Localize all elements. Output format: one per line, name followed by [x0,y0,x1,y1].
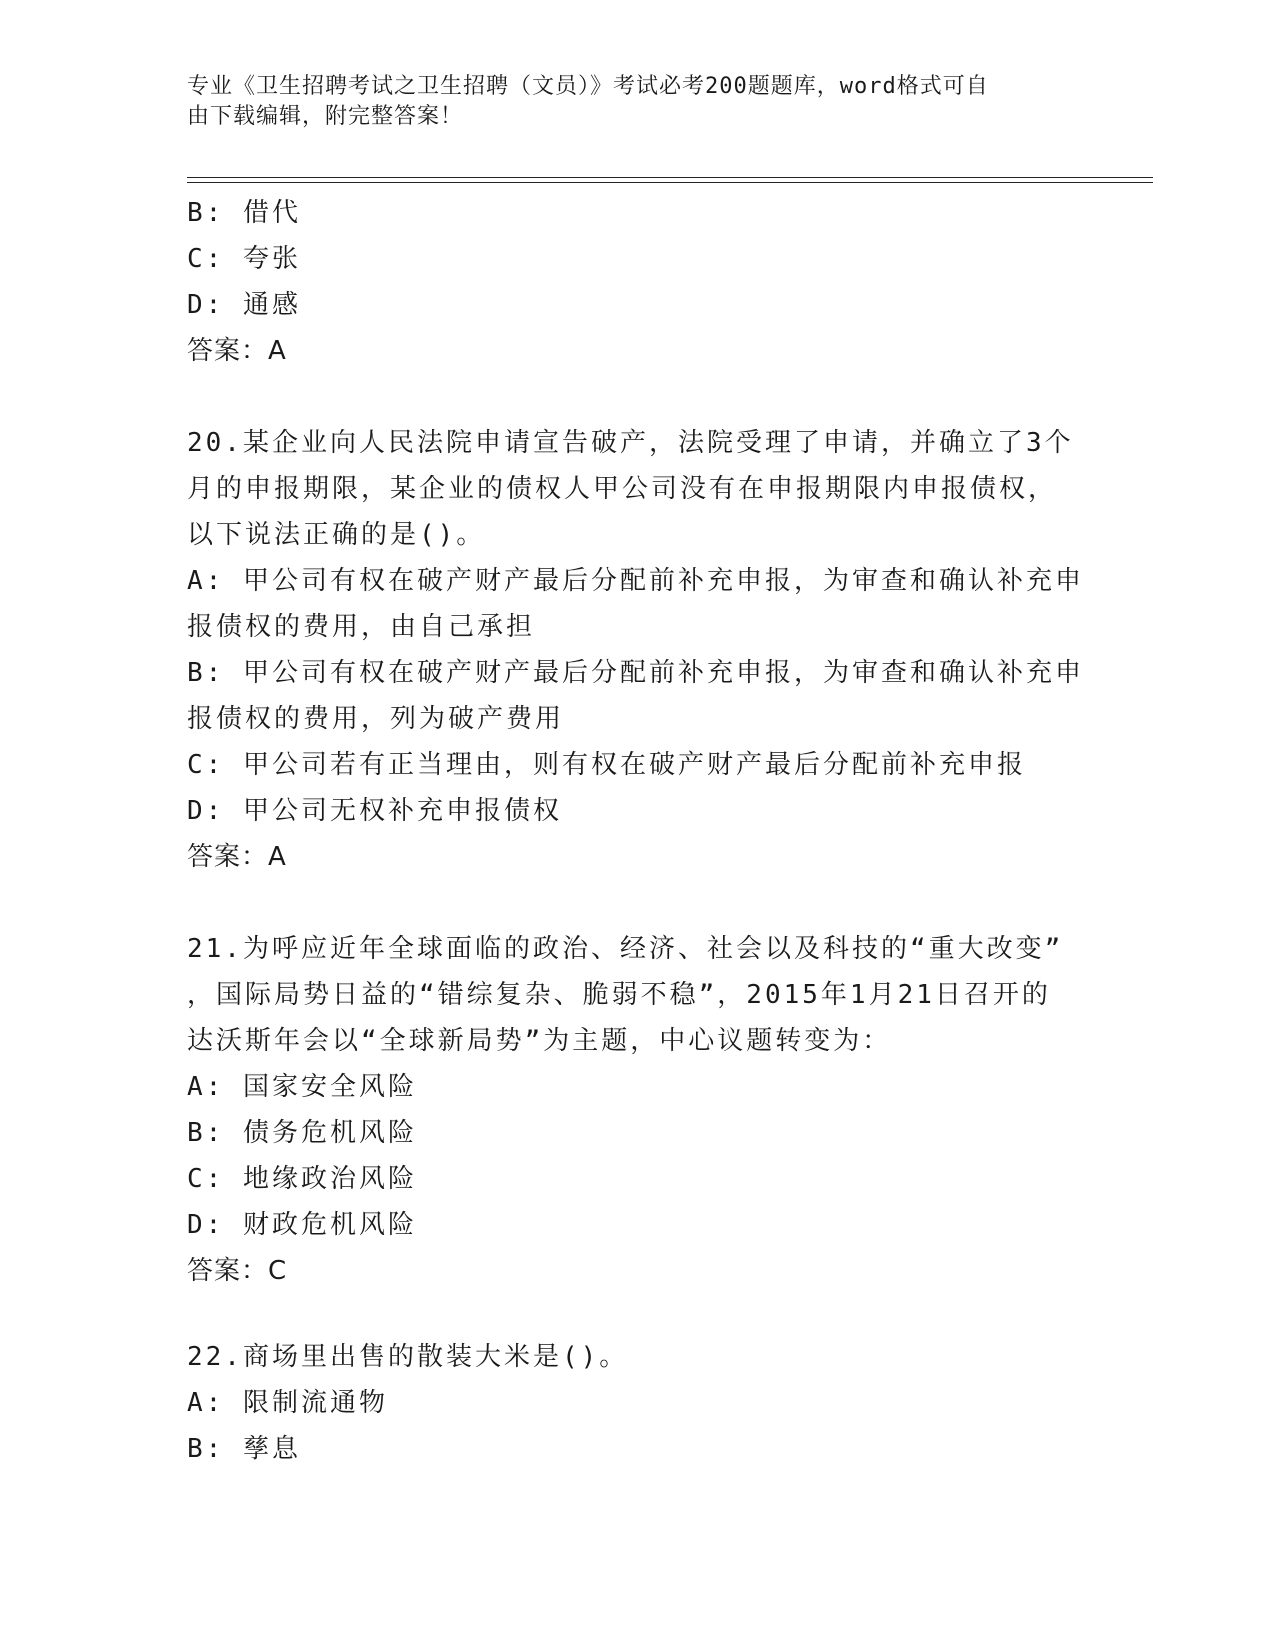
header-line-1: 专业《卫生招聘考试之卫生招聘（文员）》考试必考200题题库，word格式可自 [187,74,989,99]
option-c: C: 夸张 [187,244,301,274]
answer: 答案：C [187,1256,288,1286]
option-a: A: 甲公司有权在破产财产最后分配前补充申报，为审查和确认补充申 [187,566,1084,596]
option-b: B: 孳息 [187,1434,301,1464]
question-21 [187,926,1087,1294]
option-b-cont: 报债权的费用，列为破产费用 [187,704,565,734]
spacer [187,374,1087,420]
option-c: C: 地缘政治风险 [187,1164,417,1194]
document-header [187,72,1067,132]
question-stem: 以下说法正确的是()。 [187,520,486,550]
question-19 [187,190,1087,374]
option-a: A: 限制流通物 [187,1388,388,1418]
option-a-cont: 报债权的费用，由自己承担 [187,612,536,642]
option-b: B: 债务危机风险 [187,1118,417,1148]
question-22 [187,1334,1087,1472]
spacer [187,1294,1087,1334]
option-a: A: 国家安全风险 [187,1072,417,1102]
option-b: B: 借代 [187,198,301,228]
question-stem: ，国际局势日益的“错综复杂、脆弱不稳”，2015年1月21日召开的 [187,980,1051,1010]
question-stem: 20.某企业向人民法院申请宣告破产，法院受理了申请，并确立了3个 [187,428,1074,458]
option-c: C: 甲公司若有正当理由，则有权在破产财产最后分配前补充申报 [187,750,1026,780]
question-list [187,190,1087,1472]
option-d: D: 通感 [187,290,301,320]
question-stem: 月的申报期限，某企业的债权人甲公司没有在申报期限内申报债权， [187,474,1058,504]
header-divider-bottom [187,182,1153,183]
header-line-2: 由下载编辑，附完整答案！ [187,104,464,129]
spacer [187,880,1087,926]
option-d: D: 甲公司无权补充申报债权 [187,796,562,826]
option-d: D: 财政危机风险 [187,1210,417,1240]
header-divider-top [187,177,1153,178]
question-20 [187,420,1087,880]
question-stem: 21.为呼应近年全球面临的政治、经济、社会以及科技的“重大改变” [187,934,1064,964]
question-stem: 22.商场里出售的散装大米是()。 [187,1342,629,1372]
answer: 答案：A [187,842,287,872]
answer: 答案：A [187,336,287,366]
option-b: B: 甲公司有权在破产财产最后分配前补充申报，为审查和确认补充申 [187,658,1084,688]
question-stem: 达沃斯年会以“全球新局势”为主题，中心议题转变为： [187,1026,892,1056]
